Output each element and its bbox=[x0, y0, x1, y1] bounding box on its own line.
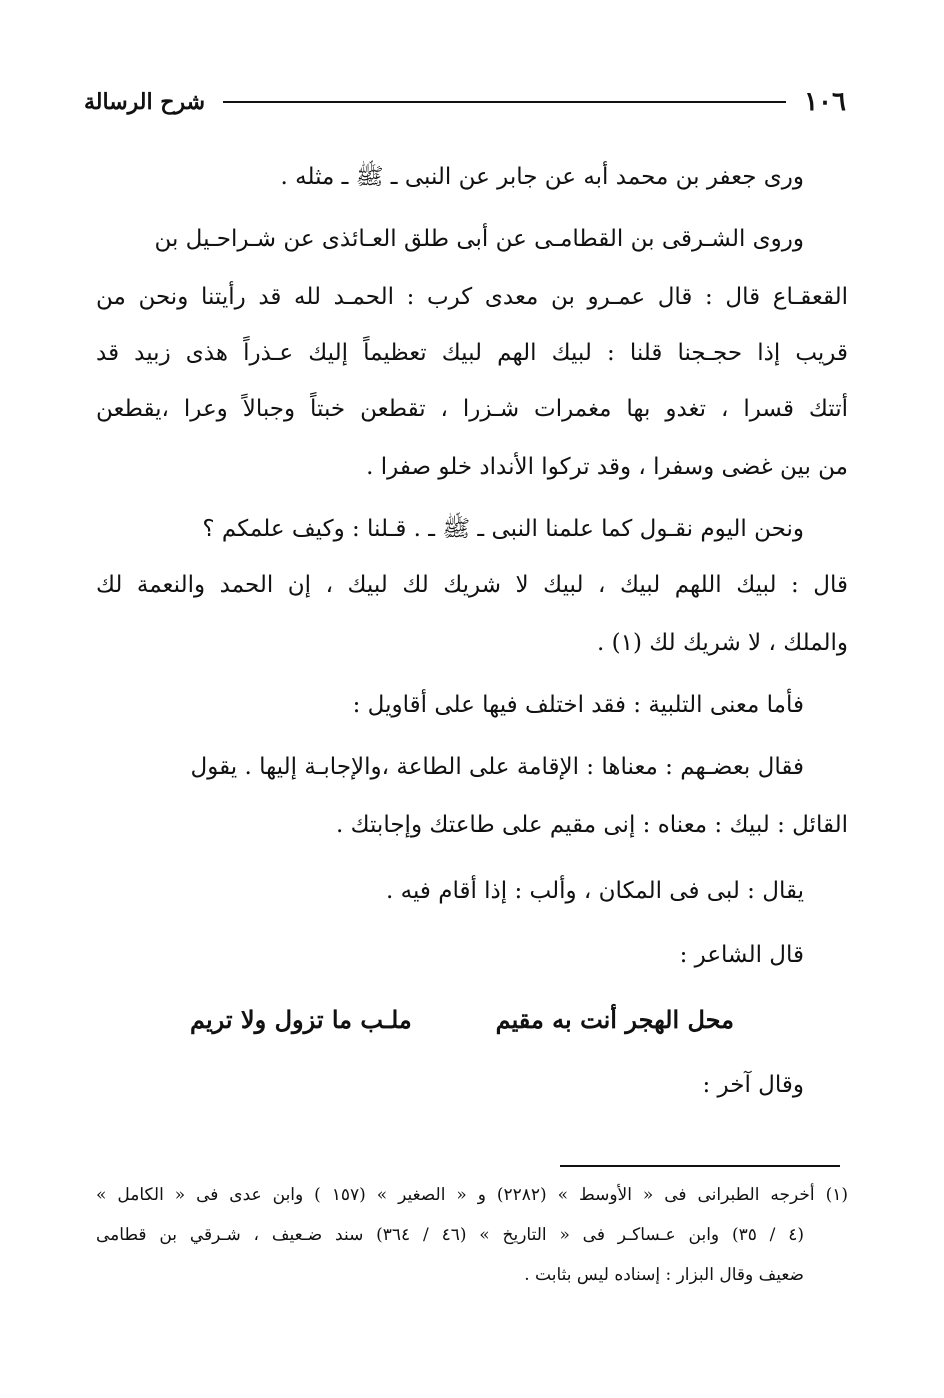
body-line-12: القائل : لبيك : معناه : إنى مقيم على طاعتك وإجابتك . bbox=[335, 812, 848, 838]
running-title: شرح الرسالة bbox=[84, 89, 206, 115]
body-line-1: ورى جعفر بن محمد أبه عن جابر عن النبى ـ ﷺ ـ مثله . bbox=[280, 164, 804, 190]
body-line-2: وروى الشـرقى بن القطامـى عن أبى طلق العـائذى عن شـراحـيل بن bbox=[154, 226, 804, 252]
footnote-line-3: ضعيف وقال البزار : إسناده ليس بثابت . bbox=[524, 1265, 804, 1285]
page-header bbox=[84, 82, 846, 122]
body-line-6: من بين غضى وسفرا ، وقد تركوا الأنداد خلو صفرا . bbox=[366, 454, 848, 480]
body-line-9: والملك ، لا شريك لك (١) . bbox=[597, 630, 848, 656]
poem-verse bbox=[190, 1000, 734, 1044]
body-line-4: قريب إذا حجـجنا قلنا : لبيك الهم لبيك تعظيماً إليك عـذراً هذى زبيد قد bbox=[96, 340, 848, 366]
body-line-5: أتتك قسرا ، تغدو بها مغمرات شـزرا ، تقطعن خبتاً وجبالاً وعرا ،يقطعن bbox=[96, 396, 848, 422]
verse-second-hemistich: ملـب ما تزول ولا تريم bbox=[190, 1005, 412, 1034]
footnote-line-2: (٤ / ٣٥) وابن عـساكـر فى « التاريخ » (٤٦ / ٣٦٤) سند ضـعيف ، شـرقي بن قطامى bbox=[96, 1225, 804, 1245]
header-rule bbox=[223, 101, 786, 103]
verse-first-hemistich: محل الهجر أنت به مقيم bbox=[495, 1005, 734, 1034]
body-line-14: قال الشاعر : bbox=[679, 942, 804, 968]
footnote-separator bbox=[560, 1165, 840, 1167]
body-line-3: القعقـاع قال : قال عمـرو بن معدى كرب : الحمـد لله قد رأيتنا ونحن من bbox=[96, 284, 848, 310]
page-number: ١٠٦ bbox=[804, 87, 846, 117]
body-line-8: قال : لبيك اللهم لبيك ، لبيك لا شريك لك لبيك ، إن الحمد والنعمة لك bbox=[96, 572, 848, 598]
body-line-13: يقال : لبى فى المكان ، وألب : إذا أقام فيه . bbox=[386, 878, 804, 904]
body-line-10: فأما معنى التلبية : فقد اختلف فيها على أقاويل : bbox=[352, 692, 804, 718]
body-line-closing: وقال آخر : bbox=[702, 1072, 804, 1098]
body-line-11: فقال بعضـهم : معناها : الإقامة على الطاعة ،والإجابـة إليها . يقول bbox=[190, 754, 804, 780]
footnote-line-1: (١) أخرجه الطبرانى فى « الأوسط » (٢٢٨٢) و « الصغير » (١٥٧ ) وابن عدى فى « الكامل » bbox=[96, 1185, 848, 1205]
body-line-7: ونحن اليوم نقـول كما علمنا النبى ـ ﷺ ـ . قـلنا : وكيف علمكم ؟ bbox=[202, 516, 804, 542]
